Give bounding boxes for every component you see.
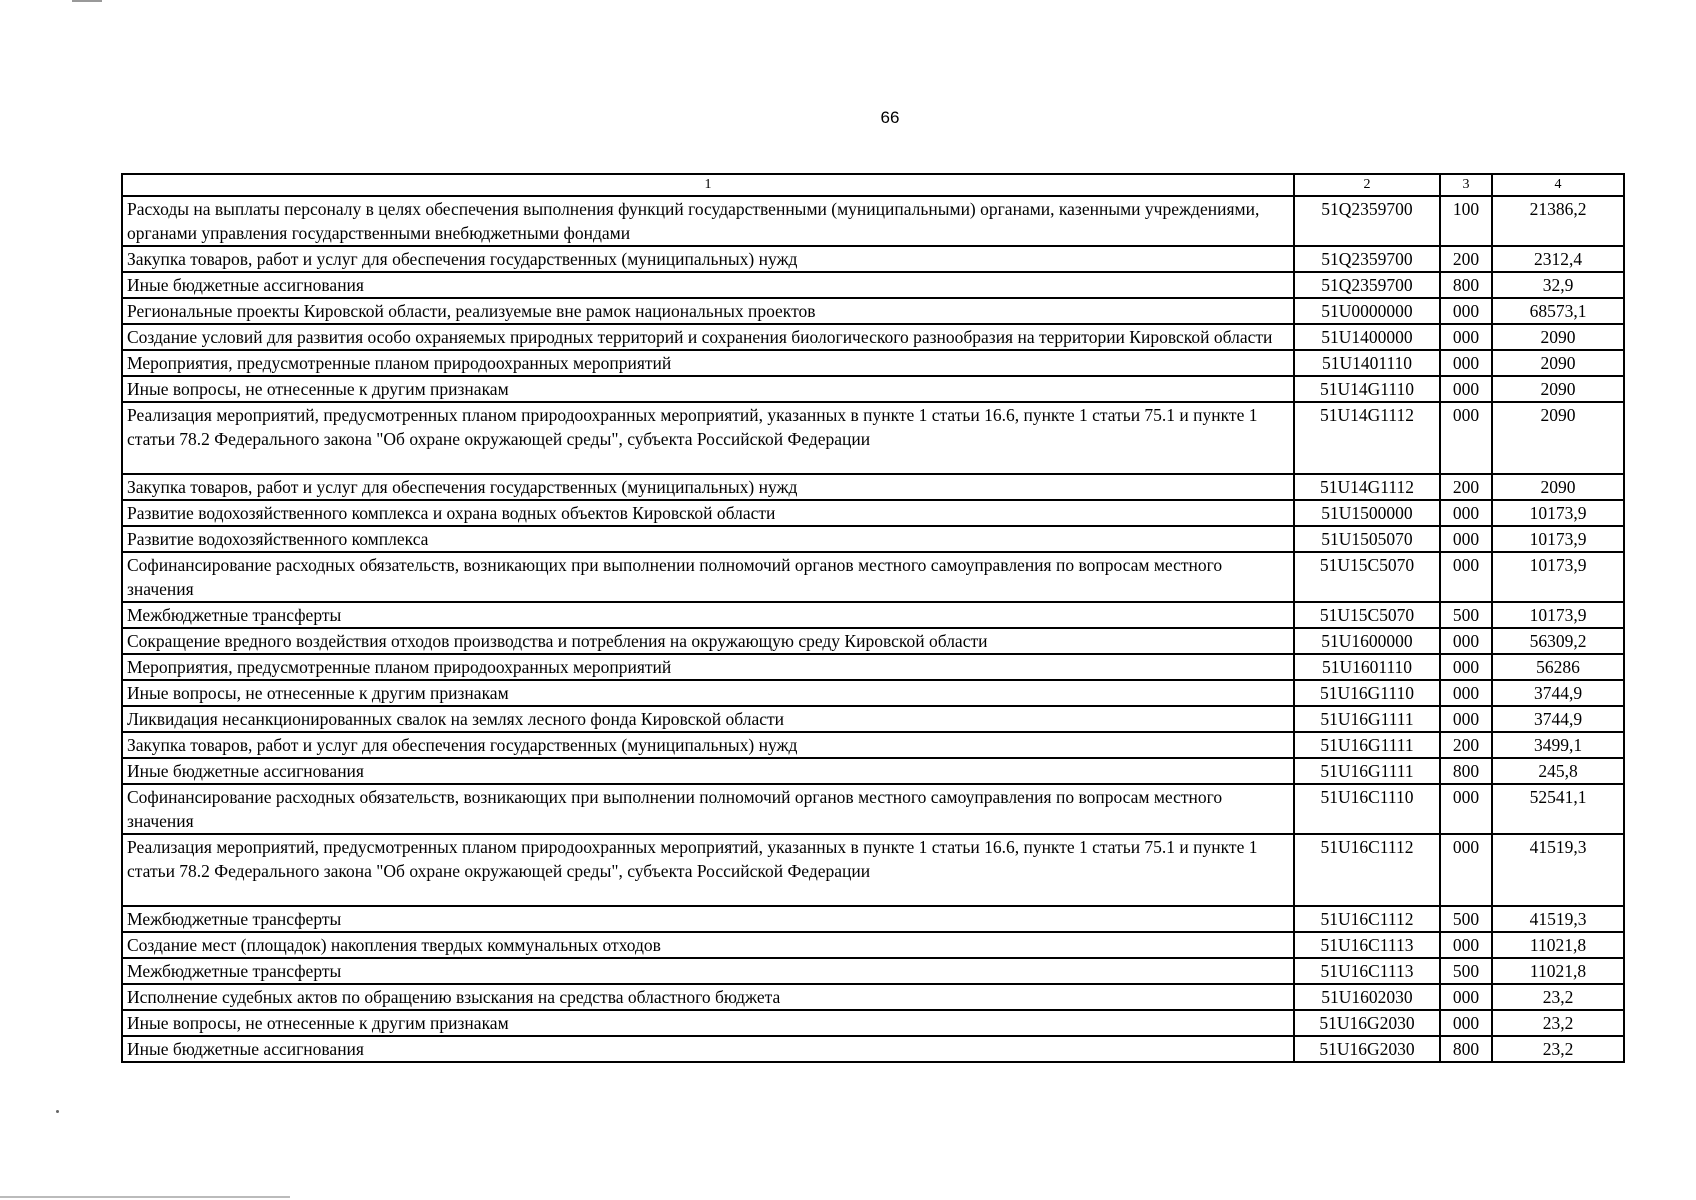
table-row [122,474,1624,500]
row-target-code: 51U16C1112 [1294,906,1440,932]
row-expense-type: 000 [1440,526,1492,552]
row-expense-type: 100 [1440,196,1492,246]
scan-artifact-top [72,0,102,2]
table-row [122,1010,1624,1036]
row-target-code: 51U15C5070 [1294,602,1440,628]
row-description: Иные бюджетные ассигнования [122,272,1294,298]
row-description: Межбюджетные трансферты [122,958,1294,984]
row-target-code: 51U14G1112 [1294,474,1440,500]
row-amount: 11021,8 [1492,958,1624,984]
table-row [122,834,1624,906]
row-target-code: 51U16G2030 [1294,1010,1440,1036]
row-expense-type: 000 [1440,402,1492,474]
row-target-code: 51U16C1112 [1294,834,1440,906]
row-description: Расходы на выплаты персоналу в целях обеспечения выполнения функций государственными (муниципальными) органами, казенными учреждениями, органами управления государственными внебюджетными фондами [122,196,1294,246]
table-row [122,932,1624,958]
row-expense-type: 000 [1440,1010,1492,1036]
row-amount: 23,2 [1492,1036,1624,1062]
table-row [122,402,1624,474]
row-expense-type: 000 [1440,932,1492,958]
row-description: Создание условий для развития особо охраняемых природных территорий и сохранения биологического разнообразия на территории Кировской области [122,324,1294,350]
row-expense-type: 000 [1440,984,1492,1010]
column-header-3: 3 [1440,174,1492,196]
table-row [122,272,1624,298]
row-description: Закупка товаров, работ и услуг для обеспечения государственных (муниципальных) нужд [122,474,1294,500]
table-row [122,984,1624,1010]
row-expense-type: 500 [1440,906,1492,932]
row-expense-type: 000 [1440,706,1492,732]
row-description: Мероприятия, предусмотренные планом природоохранных мероприятий [122,654,1294,680]
row-amount: 56286 [1492,654,1624,680]
table-row [122,246,1624,272]
row-expense-type: 200 [1440,246,1492,272]
row-expense-type: 000 [1440,376,1492,402]
row-amount: 3744,9 [1492,680,1624,706]
row-expense-type: 000 [1440,784,1492,834]
row-target-code: 51Q2359700 [1294,272,1440,298]
row-expense-type: 000 [1440,324,1492,350]
row-expense-type: 800 [1440,272,1492,298]
row-expense-type: 000 [1440,680,1492,706]
table-row [122,958,1624,984]
table-row [122,552,1624,602]
row-description: Межбюджетные трансферты [122,906,1294,932]
row-description: Иные вопросы, не отнесенные к другим признакам [122,680,1294,706]
table-row [122,628,1624,654]
row-target-code: 51U1400000 [1294,324,1440,350]
budget-table [121,173,1625,1063]
table-row [122,784,1624,834]
table-header-row [122,174,1624,196]
row-target-code: 51U16G1111 [1294,732,1440,758]
table-row [122,680,1624,706]
row-target-code: 51U1601110 [1294,654,1440,680]
row-description: Иные вопросы, не отнесенные к другим признакам [122,376,1294,402]
row-description: Софинансирование расходных обязательств, возникающих при выполнении полномочий органов местного самоуправления по вопросам местного значения [122,784,1294,834]
row-target-code: 51U16G1111 [1294,706,1440,732]
row-target-code: 51U14G1112 [1294,402,1440,474]
row-target-code: 51U1505070 [1294,526,1440,552]
row-target-code: 51U1600000 [1294,628,1440,654]
row-amount: 2312,4 [1492,246,1624,272]
row-amount: 41519,3 [1492,906,1624,932]
row-amount: 10173,9 [1492,526,1624,552]
scan-artifact-dot [56,1110,59,1113]
row-amount: 10173,9 [1492,500,1624,526]
row-expense-type: 000 [1440,628,1492,654]
table-row [122,654,1624,680]
row-description: Межбюджетные трансферты [122,602,1294,628]
row-amount: 23,2 [1492,1010,1624,1036]
table-row [122,298,1624,324]
row-amount: 23,2 [1492,984,1624,1010]
column-header-2: 2 [1294,174,1440,196]
row-amount: 11021,8 [1492,932,1624,958]
row-expense-type: 500 [1440,602,1492,628]
row-target-code: 51U16C1113 [1294,958,1440,984]
row-description: Реализация мероприятий, предусмотренных планом природоохранных мероприятий, указанных в пункте 1 статьи 16.6, пункте 1 статьи 75.1 и пункте 1 статьи 78.2 Федерального закона "Об охране окружающей среды", субъекта Российской Федерации [122,834,1294,906]
row-expense-type: 000 [1440,350,1492,376]
row-amount: 56309,2 [1492,628,1624,654]
row-target-code: 51U16G1110 [1294,680,1440,706]
row-description: Иные бюджетные ассигнования [122,758,1294,784]
row-amount: 3499,1 [1492,732,1624,758]
row-description: Развитие водохозяйственного комплекса и охрана водных объектов Кировской области [122,500,1294,526]
table-row [122,906,1624,932]
row-amount: 10173,9 [1492,552,1624,602]
row-expense-type: 500 [1440,958,1492,984]
page-number: 66 [880,108,900,127]
row-expense-type: 200 [1440,732,1492,758]
table-body [122,196,1624,1062]
column-header-1: 1 [122,174,1294,196]
row-expense-type: 800 [1440,758,1492,784]
row-amount: 2090 [1492,324,1624,350]
row-amount: 21386,2 [1492,196,1624,246]
row-description: Исполнение судебных актов по обращению взыскания на средства областного бюджета [122,984,1294,1010]
row-description: Ликвидация несанкционированных свалок на землях лесного фонда Кировской области [122,706,1294,732]
row-description: Закупка товаров, работ и услуг для обеспечения государственных (муниципальных) нужд [122,732,1294,758]
table-row [122,500,1624,526]
scan-artifact-bottom [0,1196,290,1198]
row-description: Реализация мероприятий, предусмотренных планом природоохранных мероприятий, указанных в пункте 1 статьи 16.6, пункте 1 статьи 75.1 и пункте 1 статьи 78.2 Федерального закона "Об охране окружающей среды", субъекта Российской Федерации [122,402,1294,474]
row-target-code: 51U16G1111 [1294,758,1440,784]
table-row [122,350,1624,376]
row-target-code: 51U16C1110 [1294,784,1440,834]
row-amount: 41519,3 [1492,834,1624,906]
row-amount: 3744,9 [1492,706,1624,732]
row-amount: 2090 [1492,376,1624,402]
row-expense-type: 000 [1440,500,1492,526]
table-row [122,196,1624,246]
table-row [122,376,1624,402]
row-amount: 10173,9 [1492,602,1624,628]
row-description: Развитие водохозяйственного комплекса [122,526,1294,552]
row-target-code: 51U1401110 [1294,350,1440,376]
row-target-code: 51U16C1113 [1294,932,1440,958]
row-description: Сокращение вредного воздействия отходов производства и потребления на окружающую среду Кировской области [122,628,1294,654]
table-row [122,706,1624,732]
row-target-code: 51Q2359700 [1294,196,1440,246]
table-row [122,324,1624,350]
row-amount: 68573,1 [1492,298,1624,324]
row-description: Закупка товаров, работ и услуг для обеспечения государственных (муниципальных) нужд [122,246,1294,272]
row-amount: 32,9 [1492,272,1624,298]
row-amount: 2090 [1492,402,1624,474]
row-description: Региональные проекты Кировской области, реализуемые вне рамок национальных проектов [122,298,1294,324]
row-target-code: 51U15C5070 [1294,552,1440,602]
row-description: Иные бюджетные ассигнования [122,1036,1294,1062]
row-amount: 2090 [1492,474,1624,500]
row-target-code: 51U16G2030 [1294,1036,1440,1062]
row-expense-type: 200 [1440,474,1492,500]
table-row [122,758,1624,784]
table-row [122,526,1624,552]
row-target-code: 51U1500000 [1294,500,1440,526]
table-row [122,1036,1624,1062]
row-amount: 245,8 [1492,758,1624,784]
row-target-code: 51Q2359700 [1294,246,1440,272]
table-row [122,602,1624,628]
row-expense-type: 800 [1440,1036,1492,1062]
row-description: Мероприятия, предусмотренные планом природоохранных мероприятий [122,350,1294,376]
column-header-4: 4 [1492,174,1624,196]
row-expense-type: 000 [1440,552,1492,602]
row-target-code: 51U1602030 [1294,984,1440,1010]
row-target-code: 51U14G1110 [1294,376,1440,402]
row-description: Софинансирование расходных обязательств, возникающих при выполнении полномочий органов местного самоуправления по вопросам местного значения [122,552,1294,602]
row-expense-type: 000 [1440,834,1492,906]
row-description: Создание мест (площадок) накопления твердых коммунальных отходов [122,932,1294,958]
row-expense-type: 000 [1440,298,1492,324]
row-amount: 2090 [1492,350,1624,376]
row-target-code: 51U0000000 [1294,298,1440,324]
table-row [122,732,1624,758]
row-expense-type: 000 [1440,654,1492,680]
row-description: Иные вопросы, не отнесенные к другим признакам [122,1010,1294,1036]
row-amount: 52541,1 [1492,784,1624,834]
